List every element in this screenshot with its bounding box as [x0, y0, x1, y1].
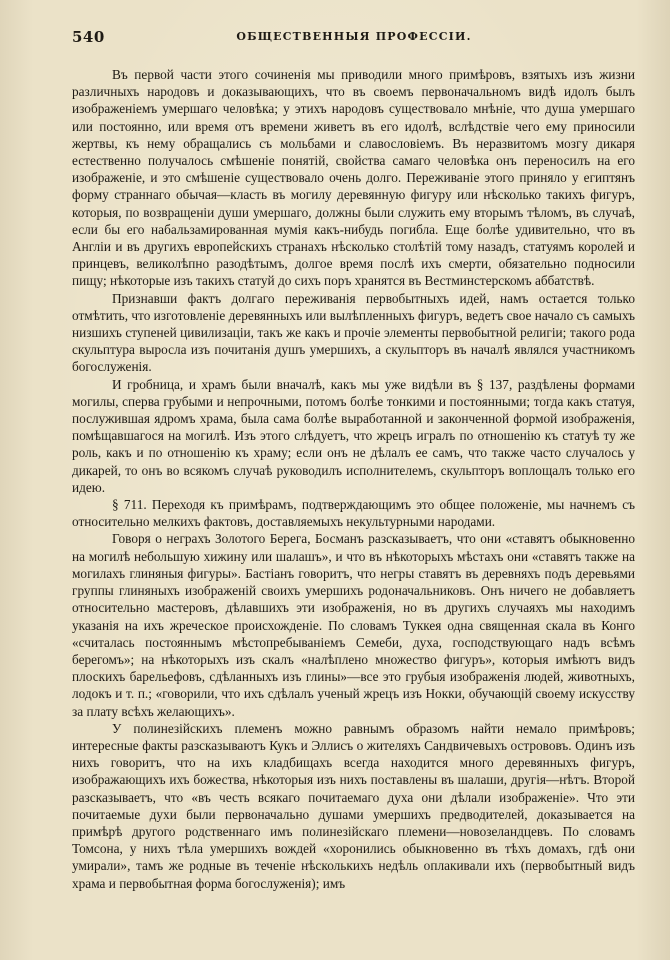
page-header	[72, 28, 636, 50]
paragraph-5: Говоря о неграхъ Золотого Берега, Босманъ разсказываетъ, что они «ставятъ обыкновенно на могилѣ небольшую хижину или шалашъ», и что въ нѣкоторыхъ мѣстахъ они «ставятъ также на могилахъ глиняныя фигуры». Бастіанъ говоритъ, что негры ставятъ въ деревняхъ подъ деревьями группы глиняныхъ изображеній своихъ умершихъ родоначальниковъ. Онъ ничего не добавляетъ относительно мастеровъ, дѣлавшихъ эти изображенія, но въ другихъ случаяхъ мы находимъ указанія на ихъ жреческое происхожденіе. По словамъ Туккея одна священная скала въ Конго «считалась постояннымъ мѣстопребываніемъ Семеби, духа, господствующаго надъ всѣмъ берегомъ»; на нѣкоторыхъ изъ скалъ «налѣплено множество фигуръ», которыя имѣютъ видъ плоскихъ барельефовъ, сдѣланныхъ изъ глины»—все это грубыя изображенія людей, животныхъ, лодокъ и т. п.; «говорили, что ихъ сдѣлалъ ученый жрецъ изъ Нокки, обучающій своему искусству за плату всѣхъ желающихъ».	[72, 531, 635, 719]
paragraph-2: Признавши фактъ долгаго переживанія первобытныхъ идей, намъ остается только отмѣтить, что изготовленіе деревянныхъ или вылѣпленныхъ фигуръ, ведетъ свое начало съ самыхъ низшихъ ступеней цивилизаціи, такъ же какъ и прочіе элементы первобытной религіи; такого рода скульптура выросла изъ почитанія душъ умершихъ, а скульпторъ въ началѣ являлся участникомъ богослуженія.	[72, 290, 635, 375]
section-711-paragraph: § 711. Переходя къ примѣрамъ, подтверждающимъ это общее положеніе, мы начнемъ съ относительно мелкихъ фактовъ, доставляемыхъ некультурными народами.	[72, 497, 635, 530]
body-text	[72, 66, 635, 892]
page-number: 540	[72, 28, 105, 46]
paragraph-3: И гробница, и храмъ были вначалѣ, какъ мы уже видѣли въ § 137, раздѣлены формами могилы, сперва грубыми и непрочными, потомъ болѣе тонкими и постоянными; тогда какъ статуя, послужившая ядромъ храма, была сама болѣе выработанной и законченной формой изображенія, помѣщавшагося на могилѣ. Изъ этого слѣдуетъ, что жрецъ игралъ по отношенію къ статуѣ ту же роль, какъ и по отношенію къ храму; если онъ не дѣлалъ ее самъ, что также часто случалось у дикарей, то онъ во всякомъ случаѣ руководилъ исполнителемъ, скульпторъ воплощалъ только его идею.	[72, 376, 635, 495]
paragraph-6: У полинезійскихъ племенъ можно равнымъ образомъ найти немало примѣровъ; интересные факты разсказываютъ Кукъ и Эллисъ о жителяхъ Сандвичевыхъ острововъ. Одинъ изъ нихъ говоритъ, что на ихъ кладбищахъ всегда находится много деревянныхъ фигуръ, изображающихъ ихъ божества, нѣкоторыя изъ нихъ поставлены въ шалаши, другія—нѣтъ. Второй разсказываетъ, что «въ честь всякаго почитаемаго духа они дѣлали изображеніе». Что эти почитаемые духи были первоначально душами умершихъ предводителей, доказывается на примѣрѣ другого родственнаго имъ полинезійскаго племени—новозеландцевъ. По словамъ Томсона, у нихъ тѣла умершихъ вождей «хоронились обыкновенно въ тѣхъ домахъ, гдѣ они умирали», тамъ же родные въ теченіе нѣсколькихъ недѣль оплакивали ихъ (первобытный видъ храма и первобытная форма богослуженія); имъ	[72, 720, 635, 891]
paragraph-1: Въ первой части этого сочиненія мы приводили много примѣровъ, взятыхъ изъ жизни различныхъ народовъ и доказывающихъ, что въ своемъ первоначальномъ видѣ идолъ былъ изображеніемъ умершаго человѣка; у этихъ народовъ существовало мнѣніе, что душа умершаго или постоянно, или время отъ времени живетъ въ его идолѣ, вслѣдствіе чего ему приносили жертвы, къ нему обращались съ мольбами и славословіемъ. Въ неразвитомъ мозгу дикаря естественно получалось смѣшеніе понятій, свойства самаго человѣка онъ переносилъ на его изображеніе, и это смѣшеніе существовало очень долго. Переживаніе этого приняло у египтянъ форму страннаго обычая—класть въ могилу деревянную фигуру или нѣсколько такихъ фигуръ, которыя, по возвращеніи души умершаго, должны были служить ему вторымъ тѣломъ, въ случаѣ, если бы его набальзамированная мумія какъ-нибудь погибла. Еще болѣе удивительно, что въ Англіи и въ другихъ европейскихъ странахъ нѣсколько столѣтій тому назадъ, статуямъ королей и принцевъ, великолѣпно разодѣтымъ, долгое время послѣ ихъ смерти, обязательно подносили пищу; нѣкоторые изъ такихъ статуй до сихъ поръ хранятся въ Вестминстерскомъ аббатствѣ.	[72, 67, 635, 289]
running-title: ОБЩЕСТВЕННЫЯ ПРОФЕССІИ.	[236, 30, 472, 43]
